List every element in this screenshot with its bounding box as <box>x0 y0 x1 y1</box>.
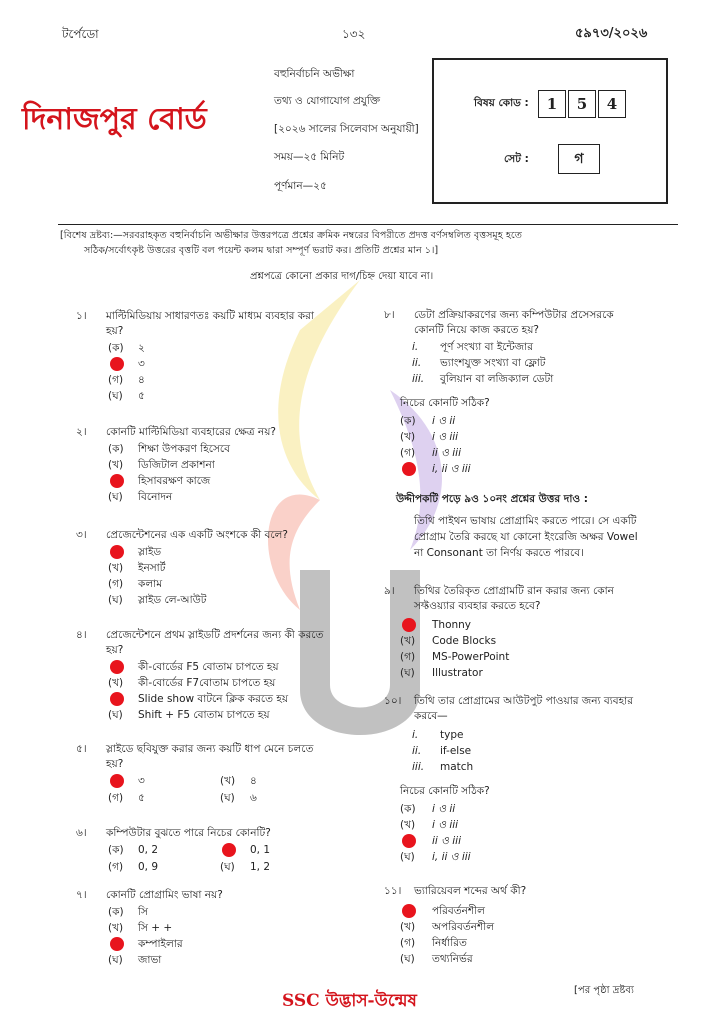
option-text: সি <box>138 906 148 918</box>
option-text: ৫ <box>138 792 145 804</box>
option-label: (ক) <box>108 443 124 455</box>
statement-text: type <box>440 729 464 741</box>
instruction-line-3: প্রশ্নপত্রে কোনো প্রকার দাগ/চিহ্ন দেয়া যাবে না। <box>250 271 434 282</box>
question-text: কোনটি নিয়ে কাজ করতে হয়? <box>414 324 539 336</box>
marked-answer-bubble <box>110 937 124 951</box>
marked-answer-bubble <box>402 462 416 476</box>
option-text: Code Blocks <box>432 635 497 647</box>
statement-label: iii. <box>412 761 425 773</box>
set-label: সেট : <box>504 153 529 165</box>
option-label: (ঘ) <box>220 792 235 804</box>
marked-answer-bubble <box>402 904 416 918</box>
question-text: হয়? <box>106 325 124 337</box>
option-text: কলাম <box>138 578 163 590</box>
question-number: ৬। <box>76 827 87 839</box>
option-text: ৪ <box>250 775 257 787</box>
option-text: i ও iii <box>432 819 459 831</box>
option-text: ৪ <box>138 374 145 386</box>
question-number: ১০। <box>384 695 402 707</box>
marked-answer-bubble <box>110 357 124 371</box>
marked-answer-bubble <box>110 545 124 559</box>
option-label: (খ) <box>220 775 236 787</box>
statement-label: i. <box>412 729 419 741</box>
option-text: 0, 9 <box>138 861 159 873</box>
option-label: (খ) <box>108 562 124 574</box>
code-digit-2: 5 <box>568 90 596 118</box>
option-text: অপরিবর্তনশীল <box>432 921 495 933</box>
option-label: (গ) <box>108 578 124 590</box>
option-label: (ঘ) <box>400 667 415 679</box>
statement-text: match <box>440 761 474 773</box>
header-code: ৫৯৭৩/২০২৬ <box>575 26 648 41</box>
option-label: (ঘ) <box>108 954 123 966</box>
option-label: (খ) <box>400 921 416 933</box>
option-label: (ঘ) <box>108 594 123 606</box>
option-text: ৩ <box>138 358 145 370</box>
option-label: (ঘ) <box>108 390 123 402</box>
option-text: তথ্যনির্ভর <box>432 953 473 965</box>
question-text: মাল্টিমিডিয়ায় সাধারণতঃ কয়টি মাধ্যম ব্যবহার করা <box>106 310 314 322</box>
subject: তথ্য ও যোগাযোগ প্রযুক্তি <box>274 95 381 107</box>
option-label: (খ) <box>108 677 124 689</box>
subject-code-label: বিষয় কোড : <box>474 97 529 109</box>
question-number: ৪। <box>76 629 87 641</box>
marked-answer-bubble <box>402 834 416 848</box>
question-number: ৫। <box>76 743 87 755</box>
page-number: ১৩২ <box>342 27 366 41</box>
statement-label: i. <box>412 341 419 353</box>
option-label: (খ) <box>108 459 124 471</box>
option-text: সি + + <box>138 922 173 934</box>
question-text: করবে— <box>414 710 448 722</box>
stem-text: প্রোগ্রাম তৈরি করছে যা কোনো ইংরেজি অক্ষর Vowel <box>414 531 638 543</box>
option-label: (খ) <box>400 635 416 647</box>
question-text: কোনটি প্রোগ্রামিং ভাষা নয়? <box>106 889 223 901</box>
option-label: (গ) <box>108 792 124 804</box>
statement-label: ii. <box>412 357 422 369</box>
option-text: শিক্ষা উপকরণ হিসেবে <box>138 443 230 455</box>
question-text: কম্পিউটার বুঝতে পারে নিচের কোনটি? <box>106 827 271 839</box>
stem-text: না Consonant তা নির্ণয় করতে পারবে। <box>414 547 584 559</box>
option-label: (ক) <box>108 844 124 856</box>
option-label: (ক) <box>108 906 124 918</box>
statement-text: পূর্ণ সংখ্যা বা ইন্টেজার <box>440 341 533 353</box>
option-label: (ঘ) <box>108 709 123 721</box>
header-left: টর্পেডো <box>62 27 99 41</box>
option-text: ইনসার্ট <box>138 562 166 574</box>
stem-text: তিথি পাইথন ভাষায় প্রোগ্রামিং করতে পারে। সে একটি <box>414 515 637 527</box>
option-text: স্লাইড লে-আউট <box>138 594 207 606</box>
code-panel <box>432 58 668 204</box>
syllabus: [২০২৬ সালের সিলেবাস অনুযায়ী] <box>274 123 419 135</box>
exam-type: বহুনির্বাচনি অভীক্ষা <box>274 68 355 80</box>
option-text: Shift + F5 বোতাম চাপতে হয় <box>138 709 270 721</box>
option-text: ২ <box>138 342 145 354</box>
option-text: 0, 2 <box>138 844 159 856</box>
question-number: ৯। <box>384 585 395 597</box>
option-text: i, ii ও iii <box>432 851 471 863</box>
divider <box>58 224 678 225</box>
stem-intro: উদ্দীপকটি পড়ে ৯ও ১০নং প্রশ্নের উত্তর দাও : <box>396 493 588 505</box>
code-digit-3: 4 <box>598 90 626 118</box>
option-text: ৬ <box>250 792 257 804</box>
option-label: (খ) <box>108 922 124 934</box>
marked-answer-bubble <box>402 618 416 632</box>
option-text: ৩ <box>138 775 145 787</box>
next-page-note: [পর পৃষ্ঠা দ্রষ্টব্য <box>574 985 634 996</box>
option-label: (ক) <box>108 342 124 354</box>
marked-answer-bubble <box>110 774 124 788</box>
option-label: (গ) <box>400 651 416 663</box>
option-text: জাভা <box>138 954 162 966</box>
option-label: (খ) <box>400 431 416 443</box>
option-text: হিসাবরক্ষণ কাজে <box>138 475 211 487</box>
statement-text: বুলিয়ান বা লজিক্যাল ডেটা <box>440 373 554 385</box>
question-number: ৭। <box>76 889 87 901</box>
option-text: বিনোদন <box>138 491 173 503</box>
statement-text: if-else <box>440 745 472 757</box>
marked-answer-bubble <box>110 692 124 706</box>
question-number: ১১। <box>384 885 402 897</box>
option-text: স্লাইড <box>138 546 162 558</box>
question-text: তিথির তৈরিকৃত প্রোগ্রামটি রান করার জন্য কোন <box>414 585 614 597</box>
question-number: ৮। <box>384 309 395 321</box>
question-number: ২। <box>76 426 87 438</box>
question-text: হয়? <box>106 644 124 656</box>
question-text: তিথি তার প্রোগ্রামের আউটপুট পাওয়ার জন্য ব্যবহার <box>414 695 633 707</box>
which-correct: নিচের কোনটি সঠিক? <box>400 785 490 797</box>
statement-label: iii. <box>412 373 425 385</box>
question-text: হয়? <box>106 758 124 770</box>
which-correct: নিচের কোনটি সঠিক? <box>400 397 490 409</box>
set-value: গ <box>558 144 600 174</box>
option-text: 1, 2 <box>250 861 271 873</box>
option-label: (ঘ) <box>400 851 415 863</box>
option-text: i, ii ও iii <box>432 463 471 475</box>
option-label: (ক) <box>400 415 416 427</box>
full-marks: পূর্ণমান—২৫ <box>274 180 327 192</box>
footer-brand: SSC উদ্ভাস-উন্মেষ <box>282 991 417 1011</box>
option-text: ii ও iii <box>432 447 461 459</box>
option-label: (খ) <box>400 819 416 831</box>
option-text: পরিবর্তনশীল <box>432 905 485 917</box>
option-label: (গ) <box>108 374 124 386</box>
question-text: প্রেজেন্টেশনের এক একটি অংশকে কী বলে? <box>106 529 288 541</box>
option-text: ii ও iii <box>432 835 461 847</box>
option-label: (গ) <box>400 937 416 949</box>
option-text: নির্ধারিত <box>432 937 467 949</box>
option-label: (গ) <box>400 447 416 459</box>
option-text: ডিজিটাল প্রকাশনা <box>138 459 215 471</box>
option-text: MS-PowerPoint <box>432 651 510 663</box>
option-text: Slide show বাটনে ক্লিক করতে হয় <box>138 693 289 705</box>
option-text: ৫ <box>138 390 145 402</box>
statement-label: ii. <box>412 745 422 757</box>
question-text: সফ্টওয়্যার ব্যবহার করতে হবে? <box>414 600 541 612</box>
instruction-line-1: [বিশেষ দ্রষ্টব্য:—সরবরাহকৃত বহুনির্বাচনি অভীক্ষার উত্তরপত্রে প্রশ্নের ক্রমিক নম্বরের বিপরীতে প্রদত্ত বর্ণসম্বলিত বৃত্তসমূহ হতে <box>60 230 522 241</box>
option-text: কম্পাইলার <box>138 938 183 950</box>
option-text: কী-বোর্ডের F7বোতাম চাপতে হয় <box>138 677 276 689</box>
statement-text: ভ্যাংশযুক্ত সংখ্যা বা ফ্লোট <box>440 357 546 369</box>
marked-answer-bubble <box>110 660 124 674</box>
question-number: ৩। <box>76 529 87 541</box>
option-text: i ও iii <box>432 431 459 443</box>
question-text: ভ্যারিয়েবল শব্দের অর্থ কী? <box>414 885 527 897</box>
option-text: i ও ii <box>432 415 456 427</box>
option-text: কী-বোর্ডের F5 বোতাম চাপতে হয় <box>138 661 279 673</box>
option-text: Illustrator <box>432 667 483 679</box>
option-text: i ও ii <box>432 803 456 815</box>
board-title: দিনাজপুর বোর্ড <box>22 102 207 137</box>
question-text: স্লাইডে ছবিযুক্ত করার জন্য কয়টি ধাপ মেনে চলতে <box>106 743 314 755</box>
marked-answer-bubble <box>222 843 236 857</box>
option-label: (গ) <box>108 861 124 873</box>
code-digit-1: 1 <box>538 90 566 118</box>
option-label: (ঘ) <box>108 491 123 503</box>
option-text: Thonny <box>432 619 472 631</box>
question-text: প্রেজেন্টেশনে প্রথম স্লাইডটি প্রদর্শনের জন্য কী করতে <box>106 629 324 641</box>
option-text: 0, 1 <box>250 844 271 856</box>
marked-answer-bubble <box>110 474 124 488</box>
question-number: ১। <box>76 310 87 322</box>
time: সময়—২৫ মিনিট <box>274 151 345 163</box>
question-text: ডেটা প্রক্রিয়াকরণের জন্য কম্পিউটার প্রসেসরকে <box>414 309 614 321</box>
question-text: কোনটি মাল্টিমিডিয়া ব্যবহারের ক্ষেত্র নয়? <box>106 426 276 438</box>
option-label: (ঘ) <box>220 861 235 873</box>
instruction-line-2: সঠিক/সর্বোৎকৃষ্ট উত্তরের বৃত্তটি বল পয়েন্ট কলম দ্বারা সম্পূর্ণ ভরাট কর। প্রতিটি প্রশ্নের মান ১।] <box>84 245 439 256</box>
option-label: (ক) <box>400 803 416 815</box>
option-label: (ঘ) <box>400 953 415 965</box>
